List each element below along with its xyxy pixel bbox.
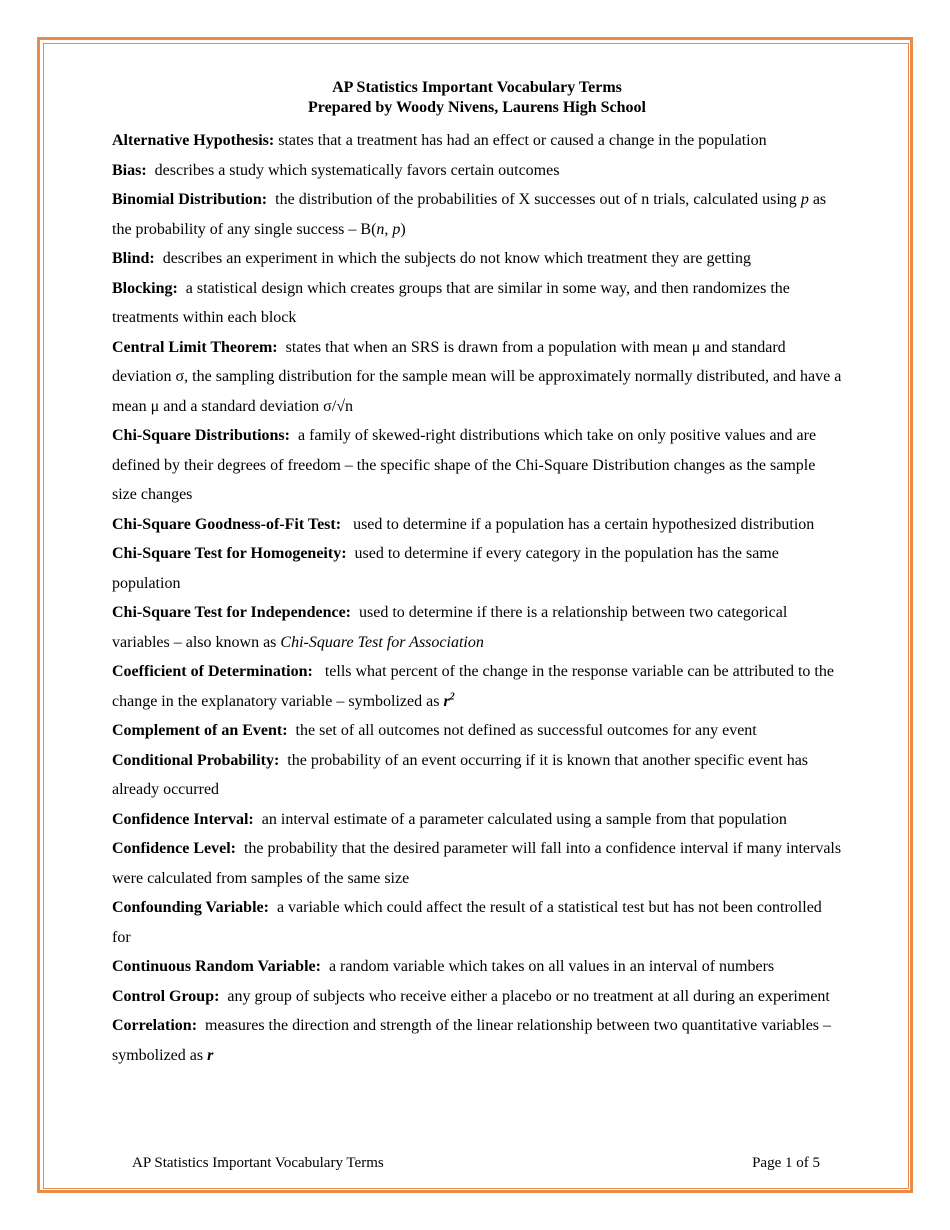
vocab-entry bbox=[112, 805, 842, 835]
vocab-entry bbox=[112, 716, 842, 746]
vocab-definition: used to determine if a population has a certain hypothesized distribution bbox=[353, 515, 815, 533]
title-line-1: AP Statistics Important Vocabulary Terms bbox=[332, 79, 622, 96]
vocab-term: Chi-Square Test for Homogeneity: bbox=[112, 545, 347, 562]
vocab-definition: a statistical design which creates groups that are similar in some way, and then randomizes the treatments within each block bbox=[112, 279, 790, 326]
vocab-definition: the probability of an event occurring if it is known that another specific event has already occurred bbox=[112, 751, 809, 798]
vocab-definition: a family of skewed-right distributions which take on only positive values and are defined by their degrees of freedom – the specific shape of the Chi-Square Distribution changes as the sample size changes bbox=[112, 427, 817, 503]
vocab-entry bbox=[112, 982, 842, 1012]
vocab-definition: an interval estimate of a parameter calculated using a sample from that population bbox=[261, 810, 787, 828]
vocab-term: Coefficient of Determination: bbox=[112, 663, 313, 680]
vocab-entry bbox=[112, 274, 842, 333]
vocab-term: Blocking: bbox=[112, 279, 178, 297]
vocab-entry bbox=[112, 834, 842, 893]
vocab-entry bbox=[112, 952, 842, 982]
vocab-entry bbox=[112, 598, 842, 657]
vocab-definition: the probability that the desired parameter will fall into a confidence interval if many intervals were calculated from samples of the same size bbox=[112, 840, 842, 887]
vocab-definition: a variable which could affect the result of a statistical test but has not been controlled for bbox=[112, 899, 822, 946]
vocab-definition: tells what percent of the change in the response variable can be attributed to the change in the explanatory variable – symbolized as bbox=[112, 663, 834, 710]
vocab-entry bbox=[112, 421, 842, 510]
vocab-term: Conditional Probability: bbox=[112, 751, 280, 769]
vocab-entry bbox=[112, 244, 842, 274]
vocab-definition: states that a treatment has had an effect or caused a change in the population bbox=[278, 132, 767, 149]
vocab-definition: describes a study which systematically favors certain outcomes bbox=[154, 161, 560, 179]
vocab-term: Confidence Interval: bbox=[112, 810, 254, 828]
vocab-term: Alternative Hypothesis: bbox=[112, 132, 275, 149]
vocab-entry bbox=[112, 746, 842, 805]
document-page bbox=[112, 78, 842, 1070]
vocab-entry bbox=[112, 185, 842, 244]
vocab-definition: used to determine if there is a relationship between two categorical variables – also known as bbox=[112, 604, 788, 651]
vocab-symbol: $r^2$ bbox=[443, 691, 455, 710]
vocab-entry bbox=[112, 333, 842, 422]
vocab-entry bbox=[112, 510, 842, 540]
vocab-term: Confounding Variable: bbox=[112, 899, 269, 916]
vocab-definition: a random variable which takes on all values in an interval of numbers bbox=[328, 958, 775, 975]
vocab-term: Bias: bbox=[112, 161, 147, 179]
vocab-definition: states that when an SRS is drawn from a population with mean μ and standard deviation σ, the sampling distribution for the sample mean will be approximately normally distributed, and have a mean μ and a standard deviation σ/√n bbox=[112, 338, 842, 415]
vocab-entry bbox=[112, 657, 842, 716]
vocab-entry bbox=[112, 1011, 842, 1070]
document-title bbox=[112, 78, 842, 118]
vocab-definition: measures the direction and strength of the linear relationship between two quantitative variables – symbolized as bbox=[112, 1017, 832, 1064]
vocab-term: Chi-Square Test for Independence: bbox=[112, 604, 351, 621]
vocab-definition: ) bbox=[400, 220, 406, 238]
vocab-symbol: p bbox=[800, 191, 809, 208]
footer-page-number: Page 1 of 5 bbox=[752, 1155, 820, 1171]
vocab-definition: as the probability of any single success – B( bbox=[112, 191, 827, 238]
vocab-definition: the distribution of the probabilities of X successes out of n trials, calculated using bbox=[275, 191, 797, 208]
vocab-definition: any group of subjects who receive either a placebo or no treatment at all during an experiment bbox=[227, 987, 830, 1005]
vocab-entry bbox=[112, 539, 842, 598]
vocab-symbol: n, p bbox=[376, 220, 401, 238]
vocab-term: Blind: bbox=[112, 250, 155, 267]
vocab-entry bbox=[112, 156, 842, 186]
vocab-entry bbox=[112, 893, 842, 952]
vocab-term: Chi-Square Distributions: bbox=[112, 427, 290, 444]
vocab-definition: used to determine if every category in the population has the same population bbox=[112, 545, 779, 592]
vocab-term: Binomial Distribution: bbox=[112, 191, 268, 208]
vocab-term: Chi-Square Goodness-of-Fit Test: bbox=[112, 515, 342, 533]
vocab-term: Central Limit Theorem: bbox=[112, 338, 278, 356]
title-line-2: Prepared by Woody Nivens, Laurens High School bbox=[308, 99, 646, 116]
vocab-alias: Chi-Square Test for Association bbox=[280, 633, 484, 651]
vocab-term: Correlation: bbox=[112, 1017, 198, 1034]
vocab-definition: describes an experiment in which the subjects do not know which treatment they are getting bbox=[162, 250, 751, 267]
vocab-term: Confidence Level: bbox=[112, 840, 236, 857]
vocab-term: Complement of an Event: bbox=[112, 722, 288, 739]
vocab-definition: the set of all outcomes not defined as successful outcomes for any event bbox=[295, 722, 757, 739]
vocab-term: Control Group: bbox=[112, 987, 220, 1005]
vocab-term: Continuous Random Variable: bbox=[112, 958, 321, 975]
footer-document-title: AP Statistics Important Vocabulary Terms bbox=[132, 1155, 384, 1171]
vocab-entry bbox=[112, 126, 842, 156]
vocab-symbol: r bbox=[207, 1046, 214, 1064]
